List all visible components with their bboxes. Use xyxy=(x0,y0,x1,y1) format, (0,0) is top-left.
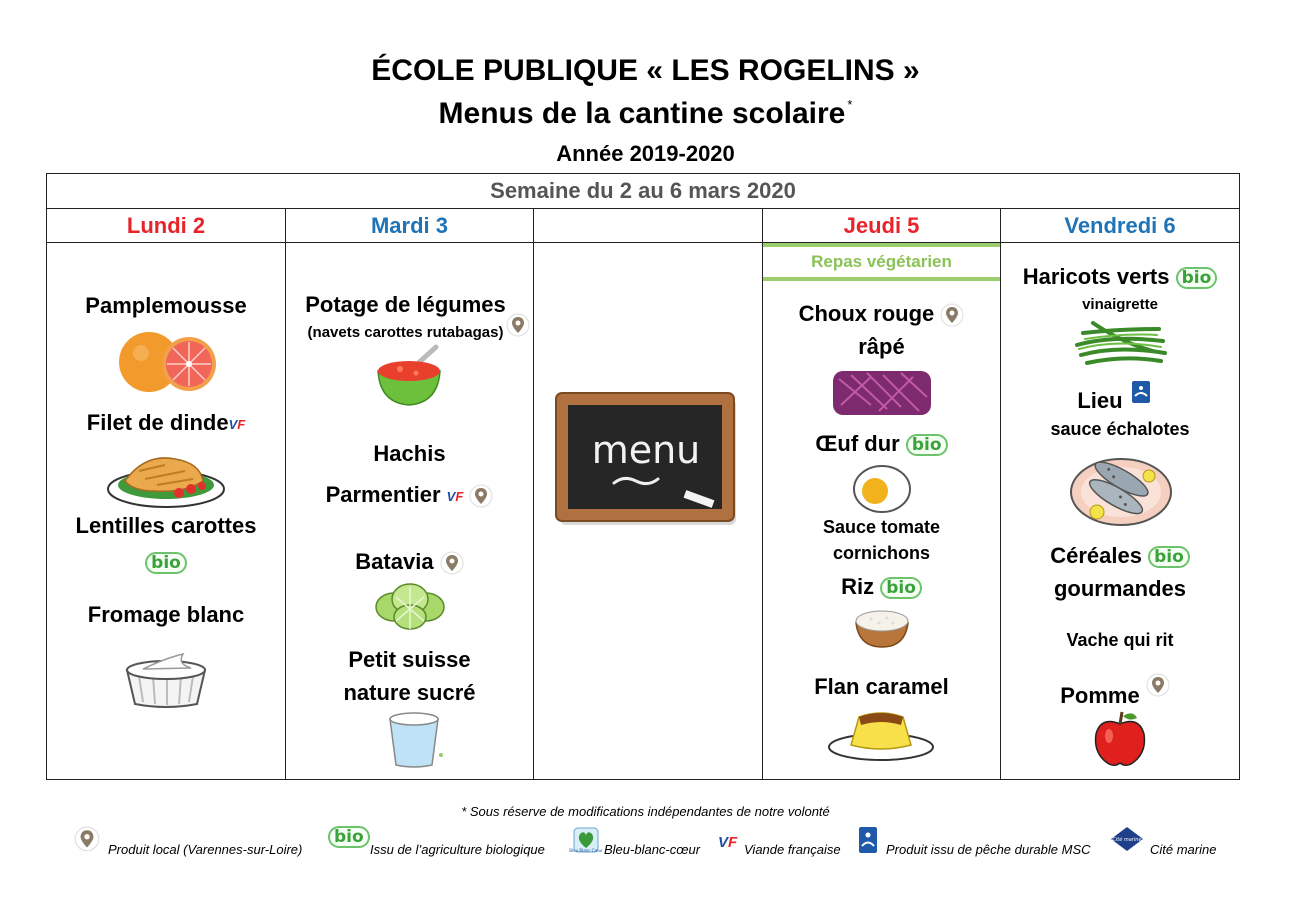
menu-item-with-label xyxy=(286,545,533,578)
menu-item-text: Pomme xyxy=(1060,683,1140,708)
friday-menu xyxy=(1001,243,1240,780)
menu-title-text: Menus de la cantine scolaire xyxy=(438,97,846,130)
day-header-tuesday: Mardi 3 xyxy=(286,209,534,243)
menu-item-with-label xyxy=(763,427,1000,460)
menu-item-with-label xyxy=(991,679,1239,712)
local-product-pin-icon xyxy=(469,484,493,508)
legend xyxy=(74,826,1254,866)
menu-item: Fromage blanc xyxy=(87,602,245,627)
menu-item-text: Filet de dinde xyxy=(86,410,229,435)
menu-item-with-label xyxy=(1001,539,1239,572)
menu-item: Pamplemousse xyxy=(85,293,247,318)
fish-plate-icon xyxy=(1069,448,1173,528)
menu-item: cornichons xyxy=(832,543,930,563)
menu-item: Flan caramel xyxy=(814,674,949,699)
chalkboard-text: menu xyxy=(591,428,701,472)
menu-item-text: Céréales xyxy=(1050,543,1142,568)
menu-item-text: Choux rouge xyxy=(798,301,935,326)
bio-label-icon: bio xyxy=(145,552,187,574)
legend-label-local: Produit local (Varennes-sur-Loire) xyxy=(108,842,303,857)
flan-caramel-icon xyxy=(827,705,935,763)
monday-menu xyxy=(47,243,286,780)
menu-item: râpé xyxy=(858,334,905,359)
menu-item-with-label xyxy=(991,384,1239,417)
week-heading: Semaine du 2 au 6 mars 2020 xyxy=(47,174,1240,209)
legend-label-viande: Viande française xyxy=(744,842,841,857)
menu-item-detail: vinaigrette xyxy=(1082,296,1158,313)
bio-label-row xyxy=(47,545,285,578)
day-header-friday: Vendredi 6 xyxy=(1001,209,1240,243)
menu-item-text: Lieu xyxy=(1077,388,1123,413)
day-header-thursday: Jeudi 5 xyxy=(763,209,1001,243)
menu-item: Vache qui rit xyxy=(1066,630,1174,650)
bleu-blanc-coeur-icon xyxy=(569,826,603,854)
bio-label-icon: bio xyxy=(1176,267,1218,289)
msc-label-icon xyxy=(856,826,880,856)
school-name: ÉCOLE PUBLIQUE « LES ROGELINS » xyxy=(371,54,920,87)
svg-text:Cité marine: Cité marine xyxy=(1112,837,1142,843)
school-year: Année 2019-2020 xyxy=(556,141,735,166)
menu-item-text: Haricots verts xyxy=(1022,264,1170,289)
menu-item-with-label xyxy=(1001,260,1239,293)
menu-item-detail: (navets carottes rutabagas) xyxy=(307,324,504,341)
vegetarian-band: Repas végétarien xyxy=(763,243,1000,281)
green-beans-icon xyxy=(1073,315,1169,367)
title-asterisk: * xyxy=(847,97,853,112)
legend-label-bbc: Bleu-blanc-cœur xyxy=(604,842,701,857)
bio-label-icon: bio xyxy=(880,577,922,599)
local-product-pin-icon xyxy=(74,826,100,856)
boiled-egg-icon xyxy=(851,463,913,515)
lettuce-icon xyxy=(374,577,446,633)
menu-item: Lentilles carottes xyxy=(75,513,257,538)
chalkboard-menu-icon xyxy=(554,391,744,533)
bio-label-icon: bio xyxy=(906,434,948,456)
wednesday-menu xyxy=(534,243,763,780)
apple-icon xyxy=(1091,710,1149,768)
thursday-menu xyxy=(763,243,1001,780)
local-product-pin-icon xyxy=(506,313,530,337)
menu-item-with-label xyxy=(763,297,1000,330)
msc-label-icon xyxy=(1129,380,1153,404)
menu-item: Potage de légumes xyxy=(305,292,506,317)
bio-label-icon: bio xyxy=(1148,546,1190,568)
footnote: * Sous réserve de modifications indépendantes de notre volonté xyxy=(461,804,830,819)
day-header-monday: Lundi 2 xyxy=(47,209,286,243)
bio-label-icon: bio xyxy=(328,826,370,848)
cite-marine-icon xyxy=(1110,826,1144,852)
menu-item: nature sucré xyxy=(343,680,476,705)
menu-item-text: Riz xyxy=(841,574,875,599)
menu-item-text: Parmentier xyxy=(325,482,441,507)
menu-item-text: Batavia xyxy=(355,549,434,574)
local-product-pin-icon xyxy=(440,551,464,575)
viande-francaise-icon: VF xyxy=(446,488,464,504)
grapefruit-icon xyxy=(115,329,219,395)
menu-item-text: Œuf dur xyxy=(815,431,900,456)
viande-francaise-icon: VF xyxy=(718,834,738,851)
menu-item-with-label xyxy=(47,406,285,441)
petit-suisse-icon xyxy=(384,711,444,769)
menu-item: Hachis xyxy=(373,441,446,466)
legend-label-cite-marine: Cité marine xyxy=(1150,842,1217,857)
menu-item-with-label xyxy=(763,570,1000,603)
svg-text:Bleu Blanc Cœur: Bleu Blanc Cœur xyxy=(569,848,603,853)
legend-label-msc: Produit issu de pêche durable MSC xyxy=(886,842,1091,857)
fromage-blanc-icon xyxy=(121,652,211,710)
menu-item-with-label xyxy=(286,478,533,513)
menu-table xyxy=(46,173,1240,780)
red-cabbage-icon xyxy=(831,365,933,419)
legend-label-bio: Issu de l’agriculture biologique xyxy=(370,842,545,857)
local-product-pin-icon xyxy=(1146,673,1170,697)
local-product-pin-icon xyxy=(940,303,964,327)
menu-item-detail: sauce échalotes xyxy=(1050,419,1190,439)
menu-item: gourmandes xyxy=(1053,576,1187,601)
tuesday-menu xyxy=(286,243,534,780)
turkey-plate-icon xyxy=(105,441,227,511)
soup-bowl-icon xyxy=(374,345,444,407)
day-header-wednesday xyxy=(534,209,763,243)
menu-item: Sauce tomate xyxy=(822,517,941,537)
rice-bowl-icon xyxy=(853,605,911,649)
menu-title xyxy=(0,97,1291,131)
menu-item: Petit suisse xyxy=(348,647,471,672)
viande-francaise-icon: VF xyxy=(228,416,246,432)
